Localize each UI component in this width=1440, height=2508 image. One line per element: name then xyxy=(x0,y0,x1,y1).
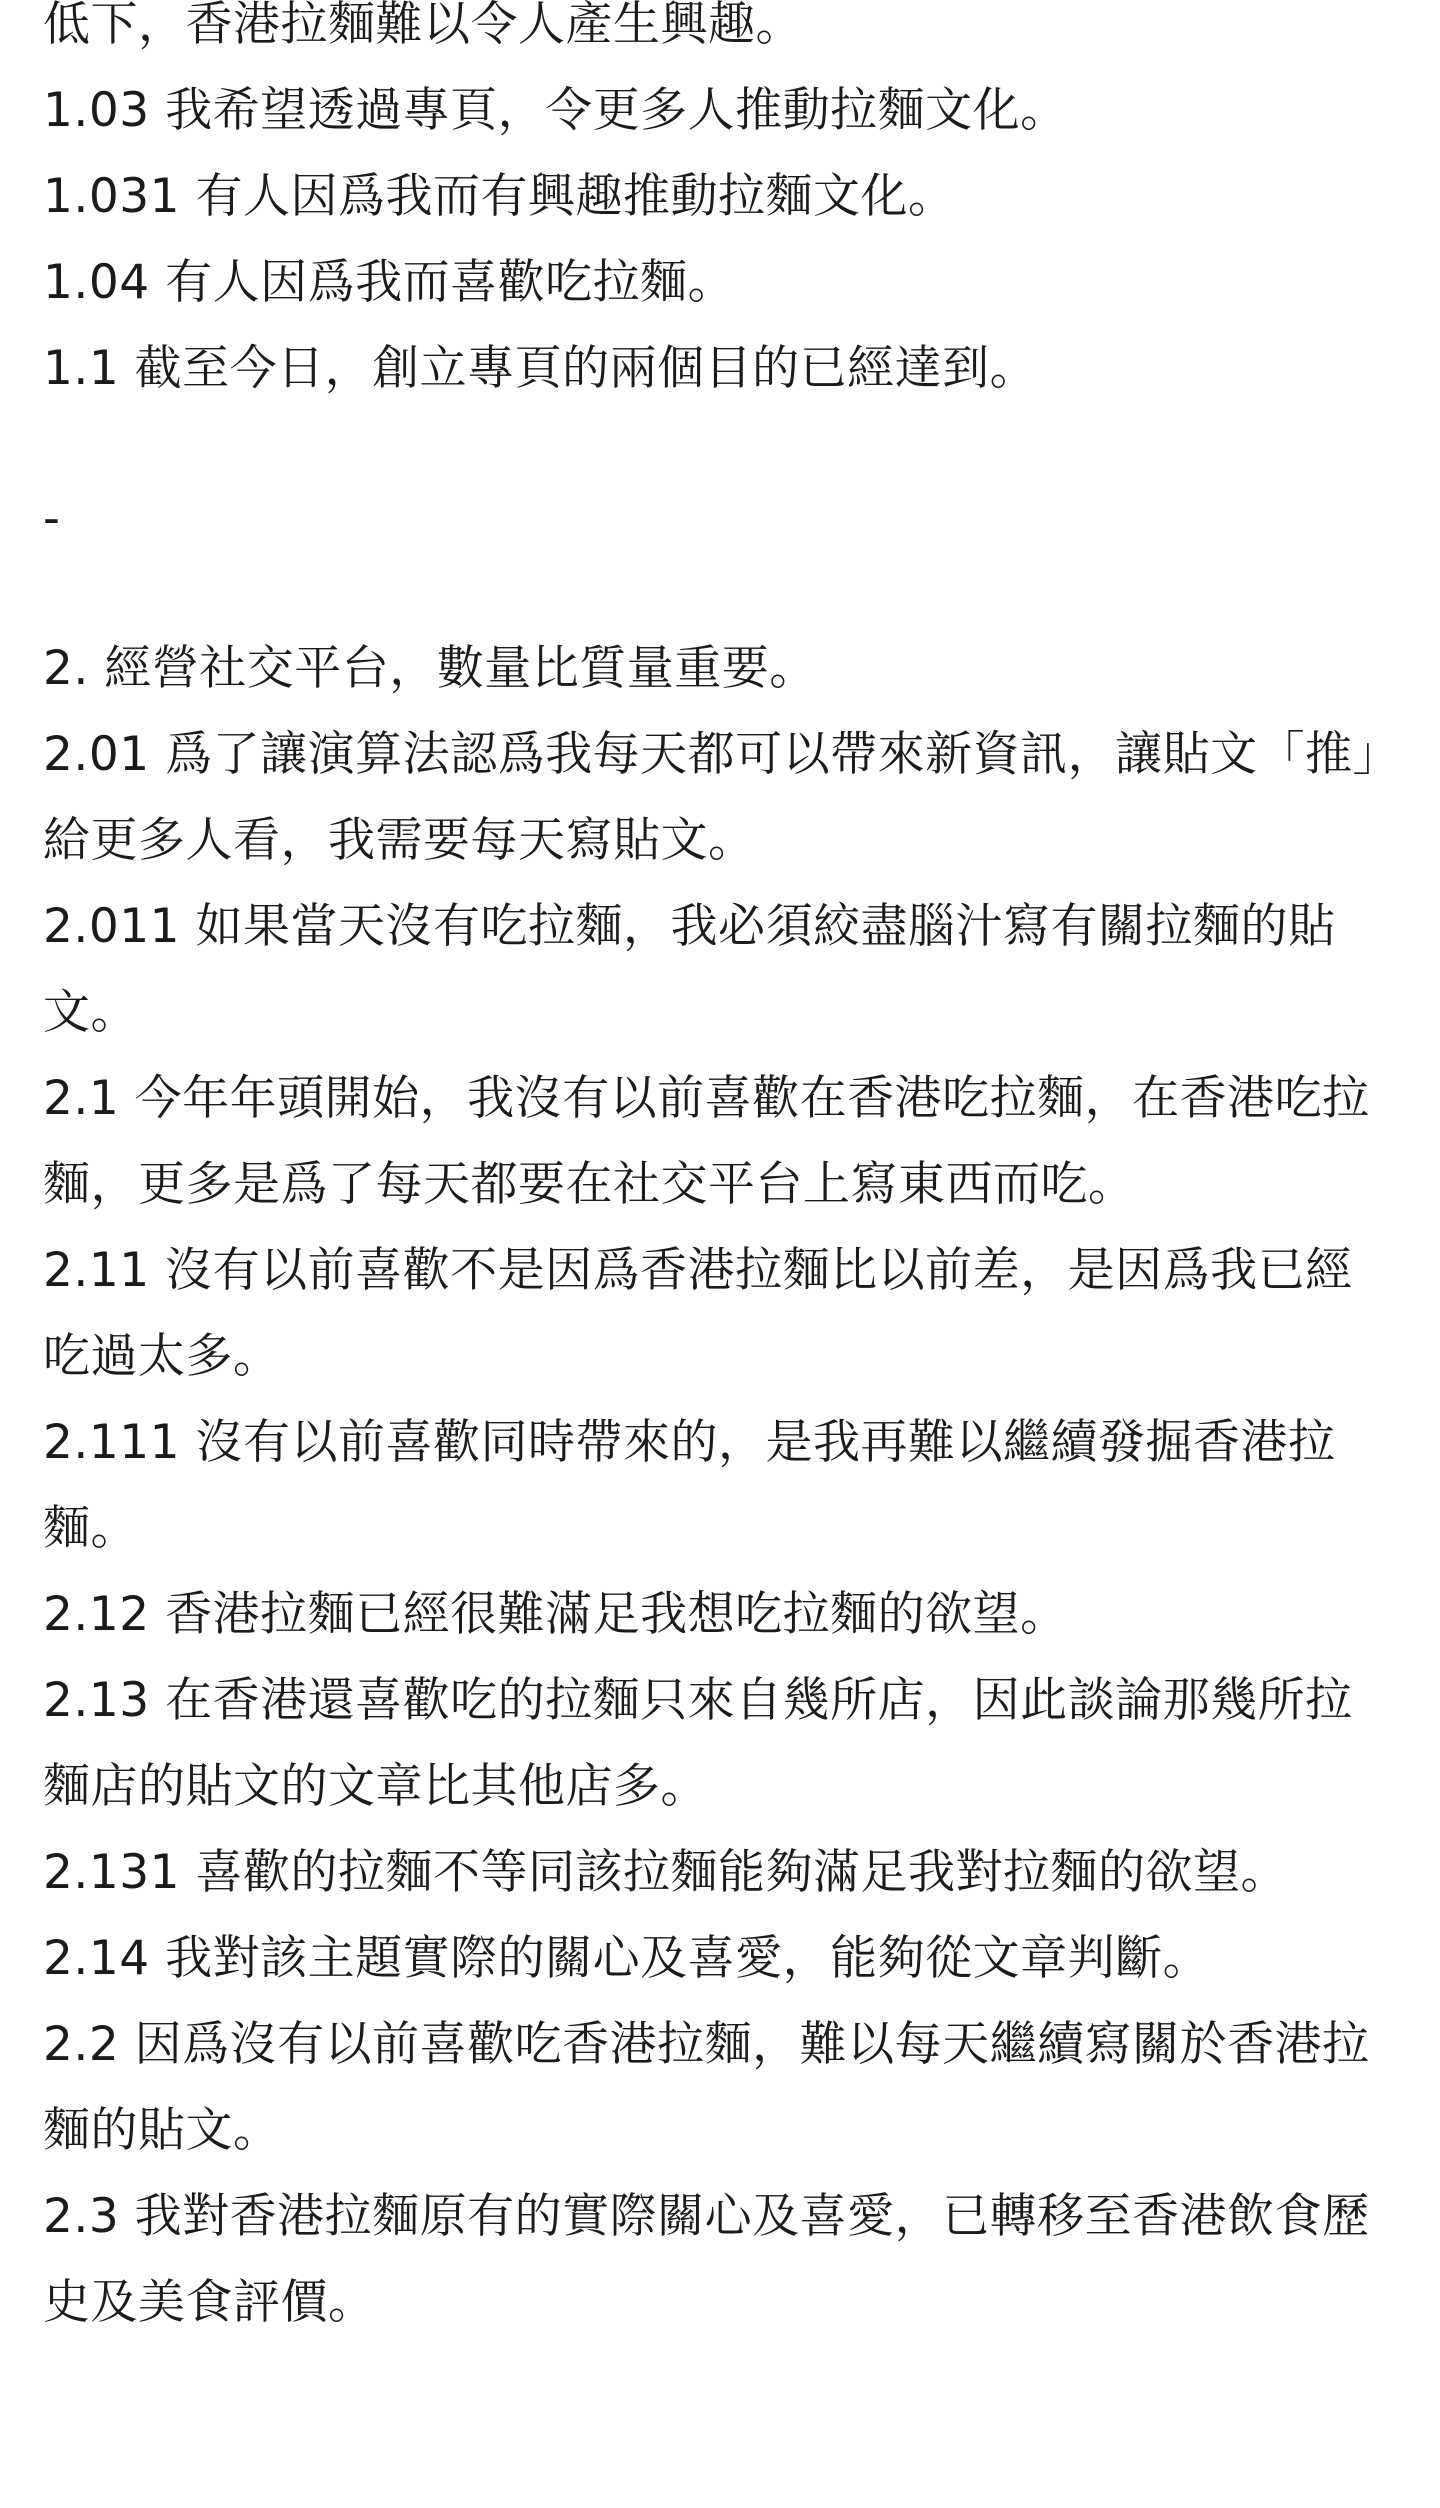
paragraph-1-031: 1.031 有人因爲我而有興趣推動拉麵文化。 xyxy=(43,169,956,224)
paragraph-2-11: 2.11 沒有以前喜歡不是因爲香港拉麵比以前差，是因爲我已經吃過太多。 xyxy=(43,1243,1353,1384)
paragraph-2-111: 2.111 沒有以前喜歡同時帶來的，是我再難以繼續發掘香港拉麵。 xyxy=(43,1415,1336,1556)
section-divider-dash: - xyxy=(43,491,61,546)
section-gap-bottom xyxy=(43,562,1397,626)
paragraph-2-011: 2.011 如果當天沒有吃拉麵，我必須絞盡腦汁寫有關拉麵的貼文。 xyxy=(43,899,1336,1040)
paragraph-2-13: 2.13 在香港還喜歡吃的拉麵只來自幾所店，因此談論那幾所拉麵店的貼文的文章比其他店多。 xyxy=(43,1673,1353,1814)
paragraph-2: 2. 經營社交平台，數量比質量重要。 xyxy=(43,641,817,696)
paragraph-2-131: 2.131 喜歡的拉麵不等同該拉麵能夠滿足我對拉麵的欲望。 xyxy=(43,1845,1288,1900)
section-gap-top xyxy=(43,412,1397,476)
paragraph-2-14: 2.14 我對該主題實際的關心及喜愛，能夠從文章判斷。 xyxy=(43,1931,1211,1986)
paragraph-1-1: 1.1 截至今日，創立專頁的兩個目的已經達到。 xyxy=(43,341,1038,396)
paragraph-2-01: 2.01 爲了讓演算法認爲我每天都可以帶來新資訊，讓貼文「推」給更多人看，我需要每天寫貼文。 xyxy=(43,727,1377,868)
paragraph-0: 低下，香港拉麵難以令人產生興趣。 xyxy=(43,0,803,52)
paragraph-2-2: 2.2 因爲沒有以前喜歡吃香港拉麵，難以每天繼續寫關於香港拉麵的貼文。 xyxy=(43,2017,1370,2158)
paragraph-1-03: 1.03 我希望透過專頁，令更多人推動拉麵文化。 xyxy=(43,83,1068,138)
paragraph-2-3: 2.3 我對香港拉麵原有的實際關心及喜愛，已轉移至香港飲食歷史及美食評價。 xyxy=(43,2189,1370,2330)
paragraph-1-04: 1.04 有人因爲我而喜歡吃拉麵。 xyxy=(43,255,736,310)
paragraph-2-12: 2.12 香港拉麵已經很難滿足我想吃拉麵的欲望。 xyxy=(43,1587,1068,1642)
paragraph-2-1: 2.1 今年年頭開始，我沒有以前喜歡在香港吃拉麵，在香港吃拉麵，更多是爲了每天都要在社交平台上寫東西而吃。 xyxy=(43,1071,1370,1212)
